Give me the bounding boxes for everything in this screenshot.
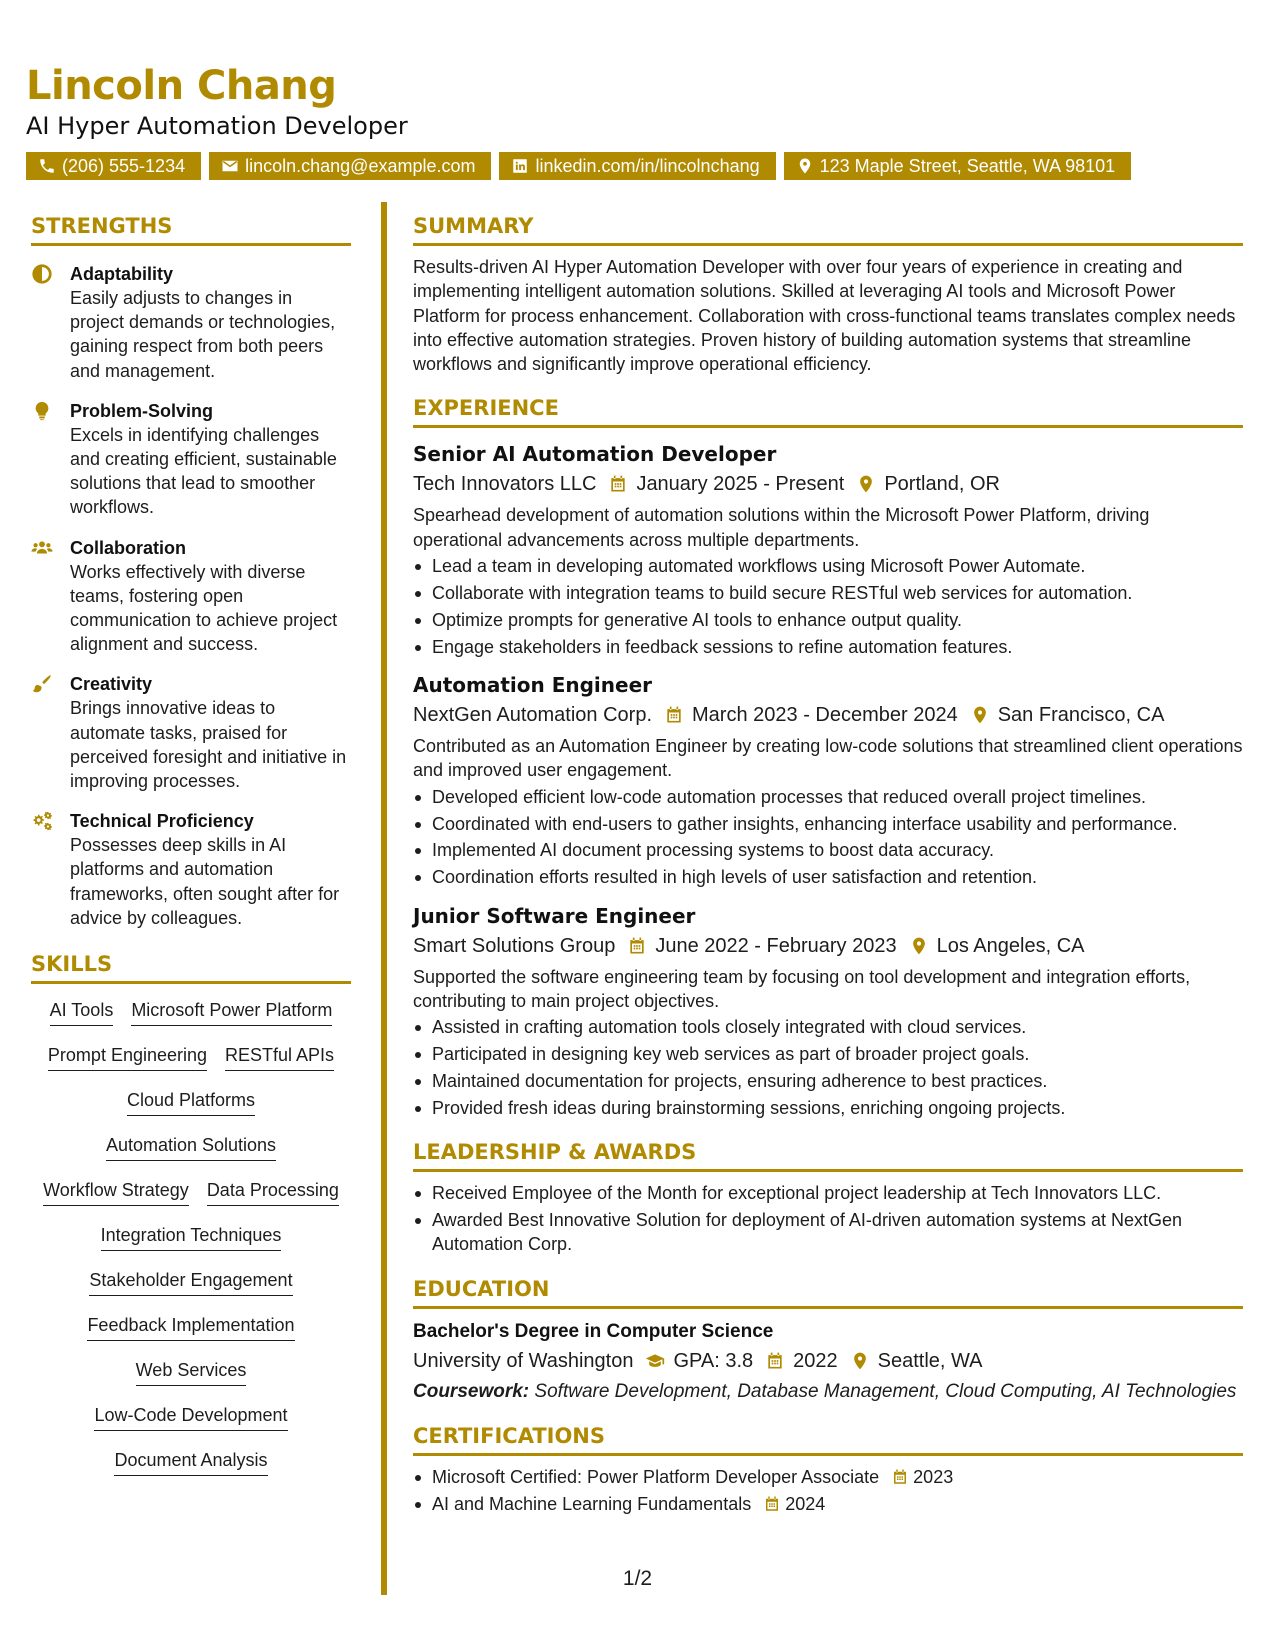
job-description: Contributed as an Automation Engineer by creating low-code solutions that streamlined client operations and improved user engagement. — [413, 736, 1243, 781]
certifications-heading: CERTIFICATIONS — [413, 1422, 1243, 1456]
map-pin-icon — [796, 157, 814, 175]
experience-heading: EXPERIENCE — [413, 394, 1243, 428]
skill-tag: Stakeholder Engagement — [89, 1268, 292, 1296]
coursework-list: Software Development, Database Management, Cloud Computing, AI Technologies — [534, 1380, 1237, 1402]
education-school: University of Washington — [413, 1349, 634, 1372]
strength-item — [31, 809, 351, 930]
list-item: Maintained documentation for projects, ensuring adherence to best practices. — [413, 1069, 1243, 1093]
skill-tag: Microsoft Power Platform — [131, 998, 332, 1026]
column-divider — [381, 202, 387, 1595]
strength-desc: Easily adjusts to changes in project demands or technologies, gaining respect from both peers and management. — [70, 288, 336, 381]
paintbrush-icon — [31, 673, 53, 695]
map-pin-icon — [970, 705, 990, 725]
job-description: Spearhead development of automation solutions within the Microsoft Power Platform, driving operational advancements across multiple departments. — [413, 505, 1150, 550]
calendar-icon — [891, 1468, 909, 1486]
job-title: Automation Engineer — [413, 673, 653, 698]
job-company: Tech Innovators LLC — [413, 473, 597, 496]
map-pin-icon — [856, 474, 876, 494]
strength-desc: Works effectively with diverse teams, fostering open communication to achieve project alignment and success. — [70, 561, 338, 655]
strengths-heading: STRENGTHS — [31, 212, 351, 246]
coursework-label: Coursework: — [413, 1380, 530, 1402]
job-meta — [413, 931, 1243, 961]
list-item: Lead a team in developing automated workflows using Microsoft Power Automate. — [413, 554, 1243, 578]
map-pin-icon — [909, 936, 929, 956]
list-item — [413, 1465, 1243, 1489]
education-location: Seattle, WA — [877, 1349, 983, 1372]
lightbulb-icon — [31, 400, 53, 422]
linkedin-icon — [511, 157, 529, 175]
candidate-name: Lincoln Chang — [26, 63, 337, 109]
skill-tag: Feedback Implementation — [87, 1313, 294, 1341]
certification-year: 2024 — [785, 1493, 826, 1514]
skills-list — [31, 998, 351, 1493]
certification-name: AI and Machine Learning Fundamentals — [432, 1493, 752, 1514]
experience-section — [413, 394, 1243, 1120]
job-description: Supported the software engineering team by focusing on tool development and integration efforts, contributing to main project objectives. — [413, 966, 1191, 1011]
list-item: Optimize prompts for generative AI tools to enhance output quality. — [413, 608, 1243, 632]
list-item: Coordination efforts resulted in high levels of user satisfaction and retention. — [413, 865, 1243, 889]
map-pin-icon — [850, 1351, 870, 1371]
page-number: 1/2 — [622, 1567, 653, 1590]
half-circle-icon — [31, 263, 53, 285]
certification-year: 2023 — [913, 1466, 954, 1487]
leadership-heading: LEADERSHIP & AWARDS — [413, 1138, 1243, 1172]
strength-item — [31, 399, 351, 520]
resume-header — [26, 62, 1256, 176]
strength-name: Technical Proficiency — [70, 811, 254, 832]
strength-item — [31, 262, 351, 383]
skills-heading: SKILLS — [31, 950, 351, 984]
skill-tag: Document Analysis — [114, 1448, 267, 1476]
list-item: Assisted in crafting automation tools closely integrated with cloud services. — [413, 1015, 1243, 1039]
job-company: Smart Solutions Group — [413, 934, 616, 957]
strength-name: Adaptability — [70, 264, 174, 284]
skill-tag: Web Services — [136, 1358, 247, 1386]
skill-tag: Prompt Engineering — [48, 1043, 207, 1071]
certifications-section — [413, 1422, 1243, 1516]
job-bullets — [413, 785, 1243, 890]
right-column — [413, 212, 1243, 1518]
contact-address — [784, 152, 1132, 180]
job-location: Portland, OR — [884, 473, 1000, 496]
job-location: San Francisco, CA — [997, 704, 1165, 727]
list-item — [413, 1492, 1243, 1516]
leadership-bullets — [413, 1181, 1243, 1256]
job-title: Senior AI Automation Developer — [413, 442, 777, 467]
job-dates: March 2023 - December 2024 — [692, 704, 958, 727]
job-title: Junior Software Engineer — [413, 903, 696, 928]
job-bullets — [413, 554, 1243, 659]
job-entry — [413, 671, 1243, 890]
graduation-cap-icon — [645, 1351, 665, 1371]
job-meta — [413, 469, 1243, 499]
strength-item — [31, 672, 351, 793]
certifications-list — [413, 1465, 1243, 1516]
contact-email[interactable] — [209, 152, 491, 180]
list-item: Awarded Best Innovative Solution for deployment of AI-driven automation systems at NextGen Automation Corp. — [413, 1208, 1243, 1257]
education-gpa: GPA: 3.8 — [673, 1349, 754, 1372]
skill-tag: Integration Techniques — [101, 1223, 282, 1251]
skill-tag: Low-Code Development — [94, 1403, 287, 1431]
envelope-icon — [221, 157, 239, 175]
contact-address-text: 123 Maple Street, Seattle, WA 98101 — [819, 156, 1116, 176]
job-meta — [413, 700, 1243, 730]
calendar-icon — [627, 936, 647, 956]
job-entry — [413, 440, 1243, 659]
education-section — [413, 1275, 1243, 1404]
coursework — [413, 1380, 1243, 1404]
job-location: Los Angeles, CA — [936, 934, 1085, 957]
skill-tag: AI Tools — [50, 998, 114, 1026]
strength-name: Collaboration — [70, 537, 186, 558]
list-item: Coordinated with end-users to gather insights, enhancing interface usability and performance. — [413, 812, 1243, 836]
skill-tag: RESTful APIs — [225, 1043, 334, 1071]
education-year: 2022 — [793, 1349, 838, 1372]
contact-phone[interactable] — [26, 152, 201, 180]
job-entry — [413, 902, 1243, 1121]
job-dates: January 2025 - Present — [636, 473, 845, 496]
gears-icon — [31, 810, 53, 832]
list-item: Collaborate with integration teams to build secure RESTful web services for automation. — [413, 581, 1243, 605]
leadership-section — [413, 1138, 1243, 1256]
education-degree: Bachelor's Degree in Computer Science — [413, 1320, 774, 1342]
job-company: NextGen Automation Corp. — [413, 704, 653, 727]
list-item: Engage stakeholders in feedback sessions to refine automation features. — [413, 635, 1243, 659]
list-item: Received Employee of the Month for exceptional project leadership at Tech Innovators LLC. — [413, 1181, 1243, 1205]
education-meta — [413, 1346, 1243, 1376]
contact-phone-text: (206) 555-1234 — [62, 156, 186, 176]
list-item: Implemented AI document processing systems to boost data accuracy. — [413, 838, 1243, 862]
skill-tag: Automation Solutions — [106, 1133, 276, 1161]
summary-text: Results-driven AI Hyper Automation Developer with over four years of experience in creating and implementing intelligent automation solutions. Skilled at leveraging AI tools and Microsoft Power Platform for process enhancement. Collaboration with cross-functional teams translates complex needs into effective automation strategies. Proven history of building automation systems that streamline workflows and significantly improve operational efficiency. — [413, 257, 1236, 375]
calendar-icon — [765, 1351, 785, 1371]
certification-name: Microsoft Certified: Power Platform Developer Associate — [432, 1466, 880, 1487]
strength-desc: Excels in identifying challenges and creating efficient, sustainable solutions that lead to smoother workflows. — [70, 424, 337, 518]
summary-heading: SUMMARY — [413, 212, 1243, 246]
strength-desc: Possesses deep skills in AI platforms and automation frameworks, often sought after for advice by colleagues. — [70, 835, 340, 928]
skill-tag: Workflow Strategy — [43, 1178, 189, 1206]
users-icon — [31, 537, 53, 559]
job-bullets — [413, 1015, 1243, 1120]
contact-email-text: lincoln.chang@example.com — [245, 156, 476, 176]
phone-icon — [38, 157, 56, 175]
candidate-title: AI Hyper Automation Developer — [26, 112, 408, 140]
strength-item — [31, 536, 351, 657]
left-column — [31, 212, 351, 1493]
skill-tag: Cloud Platforms — [127, 1088, 255, 1116]
strength-name: Problem-Solving — [70, 400, 214, 421]
list-item: Developed efficient low-code automation processes that reduced overall project timelines. — [413, 785, 1243, 809]
calendar-icon — [664, 705, 684, 725]
strength-name: Creativity — [70, 674, 153, 695]
list-item: Provided fresh ideas during brainstorming sessions, enriching ongoing projects. — [413, 1096, 1243, 1120]
education-heading: EDUCATION — [413, 1275, 1243, 1309]
list-item: Participated in designing key web services as part of broader project goals. — [413, 1042, 1243, 1066]
contact-bar — [26, 152, 1139, 180]
calendar-icon — [763, 1495, 781, 1513]
strength-desc: Brings innovative ideas to automate tasks, praised for perceived foresight and initiative in improving processes. — [70, 698, 347, 792]
job-dates: June 2022 - February 2023 — [655, 934, 897, 957]
contact-linkedin-text: linkedin.com/in/lincolnchang — [535, 156, 760, 176]
skill-tag: Data Processing — [207, 1178, 339, 1206]
contact-linkedin[interactable] — [499, 152, 775, 180]
calendar-icon — [608, 474, 628, 494]
